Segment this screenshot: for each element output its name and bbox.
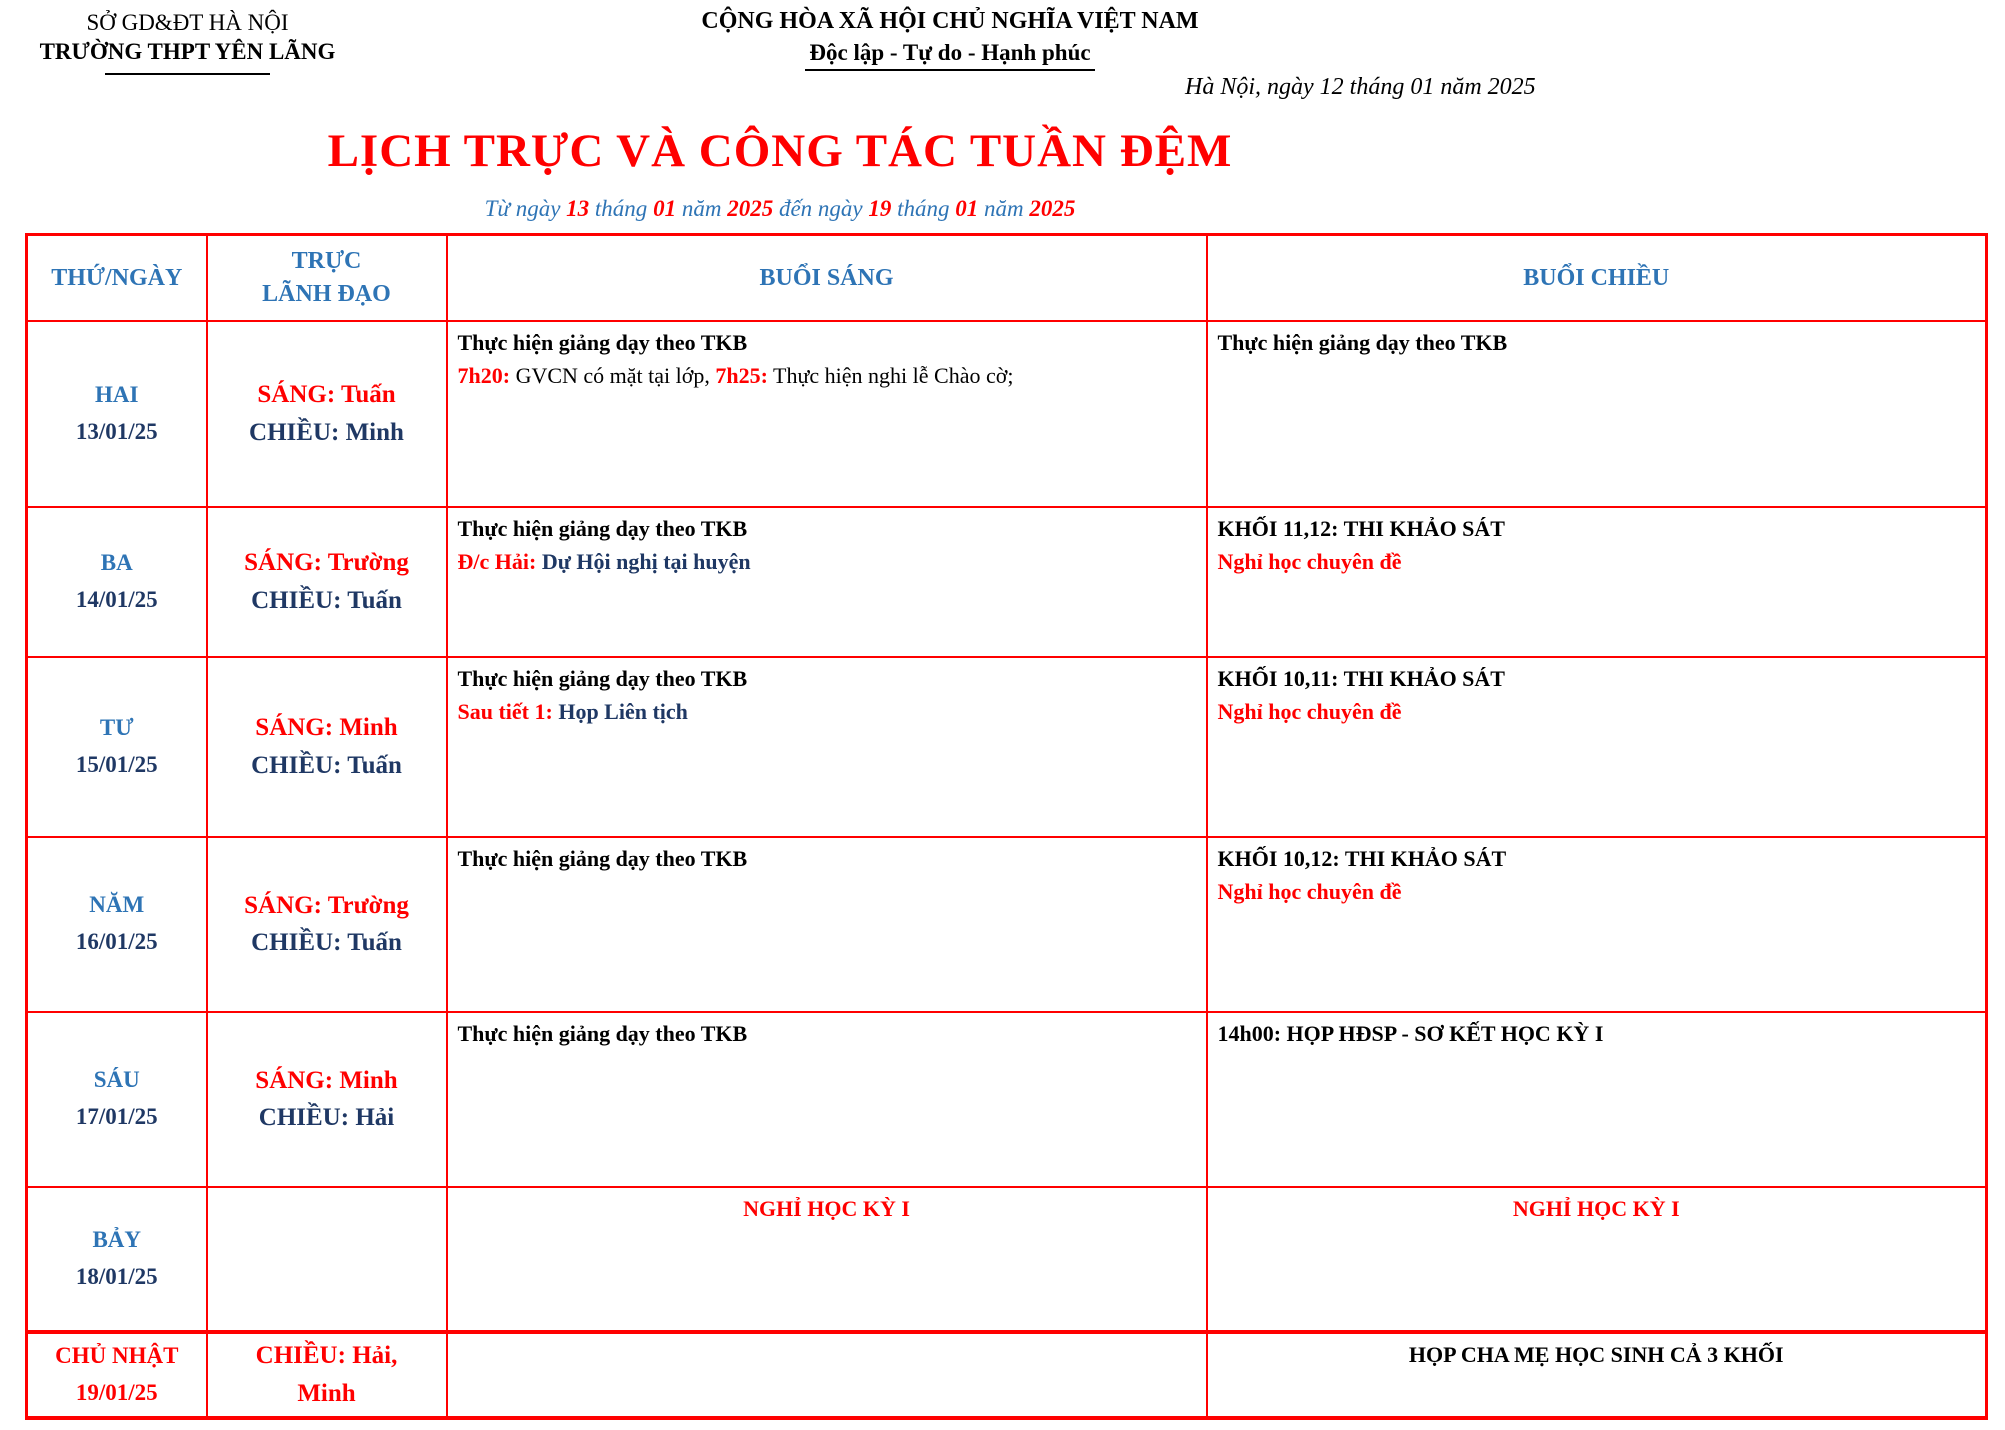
- duty-cell: [207, 837, 447, 1012]
- col-header-morning: BUỔI SÁNG: [447, 235, 1207, 321]
- subtitle-segment: 2025: [1029, 196, 1076, 221]
- morning-cell: [447, 321, 1207, 507]
- text-segment: Dự Hội nghị tại huyện: [536, 548, 751, 574]
- issue-date-line: Hà Nội, ngày 12 tháng 01 năm 2025: [1185, 74, 1536, 100]
- text-segment: CHIỀU: Hải: [258, 1104, 395, 1131]
- day-date: 18/01/25: [75, 1263, 158, 1289]
- text-segment: SÁNG: Minh: [255, 714, 398, 741]
- day-cell: [27, 837, 207, 1012]
- morning-cell: [447, 507, 1207, 657]
- table-row: [27, 321, 1987, 507]
- day-name: BẢY: [92, 1226, 142, 1252]
- duty-cell: [207, 1187, 447, 1332]
- text-segment: Nghỉ học chuyên đề: [1217, 698, 1402, 724]
- national-title: CỘNG HÒA XÃ HỘI CHỦ NGHĨA VIỆT NAM: [701, 8, 1199, 34]
- text-segment: SÁNG: Trường: [244, 891, 409, 919]
- duty-line: [210, 1375, 444, 1413]
- content-line: [458, 359, 1196, 392]
- text-segment: Thực hiện giảng dạy theo TKB: [457, 665, 748, 691]
- text-segment: Nghỉ học chuyên đề: [1217, 548, 1402, 574]
- national-header-block: [630, 8, 1270, 71]
- text-segment: KHỐI 10,12: THI KHẢO SÁT: [1217, 845, 1507, 871]
- text-segment: Thực hiện giảng dạy theo TKB: [1217, 329, 1508, 355]
- duty-line: [210, 1099, 444, 1137]
- text-segment: KHỐI 11,12: THI KHẢO SÁT: [1217, 515, 1505, 541]
- duty-line: [210, 414, 444, 452]
- day-cell: [27, 321, 207, 507]
- duty-cell: [207, 1332, 447, 1418]
- duty-line: [210, 709, 444, 747]
- subtitle-segment: năm: [676, 196, 728, 221]
- table-row: [27, 837, 1987, 1012]
- morning-cell: [447, 1012, 1207, 1187]
- page-title: LỊCH TRỰC VÀ CÔNG TÁC TUẦN ĐỆM: [327, 125, 1233, 177]
- subtitle-segment: đến ngày: [773, 196, 869, 221]
- day-date: 16/01/25: [75, 929, 158, 954]
- morning-cell: [447, 1332, 1207, 1418]
- day-cell: [27, 657, 207, 837]
- table-row: [27, 657, 1987, 837]
- duty-cell: [207, 321, 447, 507]
- table-row: [27, 507, 1987, 657]
- table-header-row: [27, 235, 1987, 321]
- duty-line: [210, 376, 444, 414]
- day-name: CHỦ NHẬT: [55, 1342, 179, 1368]
- day-date: 19/01/25: [75, 1379, 158, 1405]
- col-header-duty-line1: TRỰC: [291, 248, 362, 275]
- text-segment: Thực hiện giảng dạy theo TKB: [457, 1020, 748, 1046]
- content-line: [1218, 875, 1976, 908]
- content-line: [1218, 695, 1976, 728]
- subtitle-segment: 01: [955, 196, 979, 221]
- day-name: HAI: [95, 381, 139, 407]
- subtitle-segment: năm: [978, 196, 1030, 221]
- content-line: [1218, 326, 1976, 359]
- text-segment: 7h20:: [457, 362, 511, 388]
- duty-line: [210, 582, 444, 620]
- text-segment: 7h25:: [715, 362, 768, 388]
- text-segment: Thực hiện nghi lễ Chào cờ;: [767, 362, 1014, 388]
- day-date: 14/01/25: [75, 586, 158, 612]
- subtitle-segment: 13: [566, 196, 590, 221]
- content-line: [1218, 842, 1976, 875]
- text-segment: SÁNG: Trường: [244, 549, 409, 576]
- text-segment: NGHỈ HỌC KỲ I: [1512, 1195, 1680, 1221]
- duty-cell: [207, 507, 447, 657]
- table-row: [27, 1012, 1987, 1187]
- day-name: SÁU: [93, 1067, 140, 1093]
- text-segment: Thực hiện giảng dạy theo TKB: [457, 329, 748, 355]
- school-header-block: [35, 10, 340, 75]
- duty-cell: [207, 1012, 447, 1187]
- afternoon-cell: [1207, 837, 1987, 1012]
- content-line: [458, 545, 1196, 578]
- day-cell: [27, 507, 207, 657]
- content-line: [1218, 1017, 1976, 1050]
- duty-line: [210, 1337, 444, 1375]
- content-line: [458, 1192, 1196, 1225]
- schedule-container: [25, 233, 1988, 1420]
- text-segment: CHIỀU: Hải,: [255, 1342, 398, 1369]
- subtitle-segment: tháng: [891, 196, 956, 221]
- text-segment: 14h00: HỌP HĐSP - SƠ KẾT HỌC KỲ I: [1217, 1020, 1604, 1046]
- text-segment: SÁNG: Minh: [255, 1066, 398, 1094]
- col-header-duty-line2: LÃNH ĐẠO: [262, 280, 391, 307]
- col-header-duty: [207, 235, 447, 321]
- subtitle: [0, 196, 1560, 222]
- text-segment: Sau tiết 1:: [457, 698, 553, 724]
- text-segment: GVCN có mặt tại lớp,: [510, 362, 716, 388]
- text-segment: CHIỀU: Minh: [249, 418, 404, 446]
- duty-line: [210, 924, 444, 962]
- content-line: [1218, 1192, 1976, 1225]
- content-line: [458, 842, 1196, 875]
- content-line: [1218, 545, 1976, 578]
- day-name: NĂM: [89, 892, 145, 918]
- text-segment: NGHỈ HỌC KỲ I: [743, 1195, 910, 1221]
- text-segment: CHIỀU: Tuấn: [251, 751, 402, 779]
- text-segment: Nghỉ học chuyên đề: [1217, 878, 1402, 904]
- content-line: [1218, 662, 1976, 695]
- text-segment: SÁNG: Tuấn: [257, 381, 396, 408]
- afternoon-cell: [1207, 1332, 1987, 1418]
- duty-cell: [207, 657, 447, 837]
- content-line: [458, 662, 1196, 695]
- day-date: 13/01/25: [75, 418, 158, 444]
- subtitle-segment: Từ ngày: [484, 196, 567, 221]
- day-cell: [27, 1187, 207, 1332]
- table-row: [27, 1332, 1987, 1418]
- text-segment: Họp Liên tịch: [552, 698, 688, 724]
- content-line: [1218, 1338, 1976, 1371]
- day-name: BA: [100, 549, 133, 575]
- content-line: [1218, 512, 1976, 545]
- afternoon-cell: [1207, 657, 1987, 837]
- afternoon-cell: [1207, 1012, 1987, 1187]
- day-name: TƯ: [99, 714, 134, 740]
- school-name: TRƯỜNG THPT YÊN LÃNG: [39, 39, 336, 64]
- text-segment: CHIỀU: Tuấn: [251, 929, 402, 956]
- department-name: SỞ GD&ĐT HÀ NỘI: [86, 10, 289, 35]
- duty-line: [210, 887, 444, 925]
- table-row: [27, 1187, 1987, 1332]
- text-segment: Minh: [297, 1379, 356, 1407]
- morning-cell: [447, 837, 1207, 1012]
- content-line: [458, 695, 1196, 728]
- day-cell: [27, 1332, 207, 1418]
- subtitle-segment: 19: [868, 196, 892, 221]
- national-motto: Độc lập - Tự do - Hạnh phúc: [805, 40, 1094, 71]
- duty-line: [210, 544, 444, 582]
- col-header-day: THỨ/NGÀY: [27, 235, 207, 321]
- text-segment: KHỐI 10,11: THI KHẢO SÁT: [1217, 665, 1505, 691]
- content-line: [458, 1017, 1196, 1050]
- duty-line: [210, 1062, 444, 1100]
- afternoon-cell: [1207, 507, 1987, 657]
- content-line: [458, 326, 1196, 359]
- subtitle-segment: tháng: [589, 196, 654, 221]
- schedule-tbody: [27, 321, 1987, 1418]
- text-segment: CHIỀU: Tuấn: [251, 586, 402, 614]
- content-line: [458, 512, 1196, 545]
- subtitle-segment: 2025: [727, 196, 774, 221]
- text-segment: Thực hiện giảng dạy theo TKB: [457, 845, 748, 871]
- day-date: 17/01/25: [75, 1104, 158, 1129]
- morning-cell: [447, 1187, 1207, 1332]
- afternoon-cell: [1207, 321, 1987, 507]
- text-segment: Thực hiện giảng dạy theo TKB: [457, 515, 748, 541]
- schedule-table: [25, 233, 1988, 1420]
- subtitle-segment: 01: [653, 196, 677, 221]
- school-header-underline: [105, 73, 270, 75]
- afternoon-cell: [1207, 1187, 1987, 1332]
- day-date: 15/01/25: [75, 751, 158, 777]
- duty-line: [210, 747, 444, 785]
- text-segment: HỌP CHA MẸ HỌC SINH CẢ 3 KHỐI: [1408, 1341, 1784, 1367]
- day-cell: [27, 1012, 207, 1187]
- morning-cell: [447, 657, 1207, 837]
- col-header-afternoon: BUỔI CHIỀU: [1207, 235, 1987, 321]
- text-segment: Đ/c Hải:: [457, 548, 537, 574]
